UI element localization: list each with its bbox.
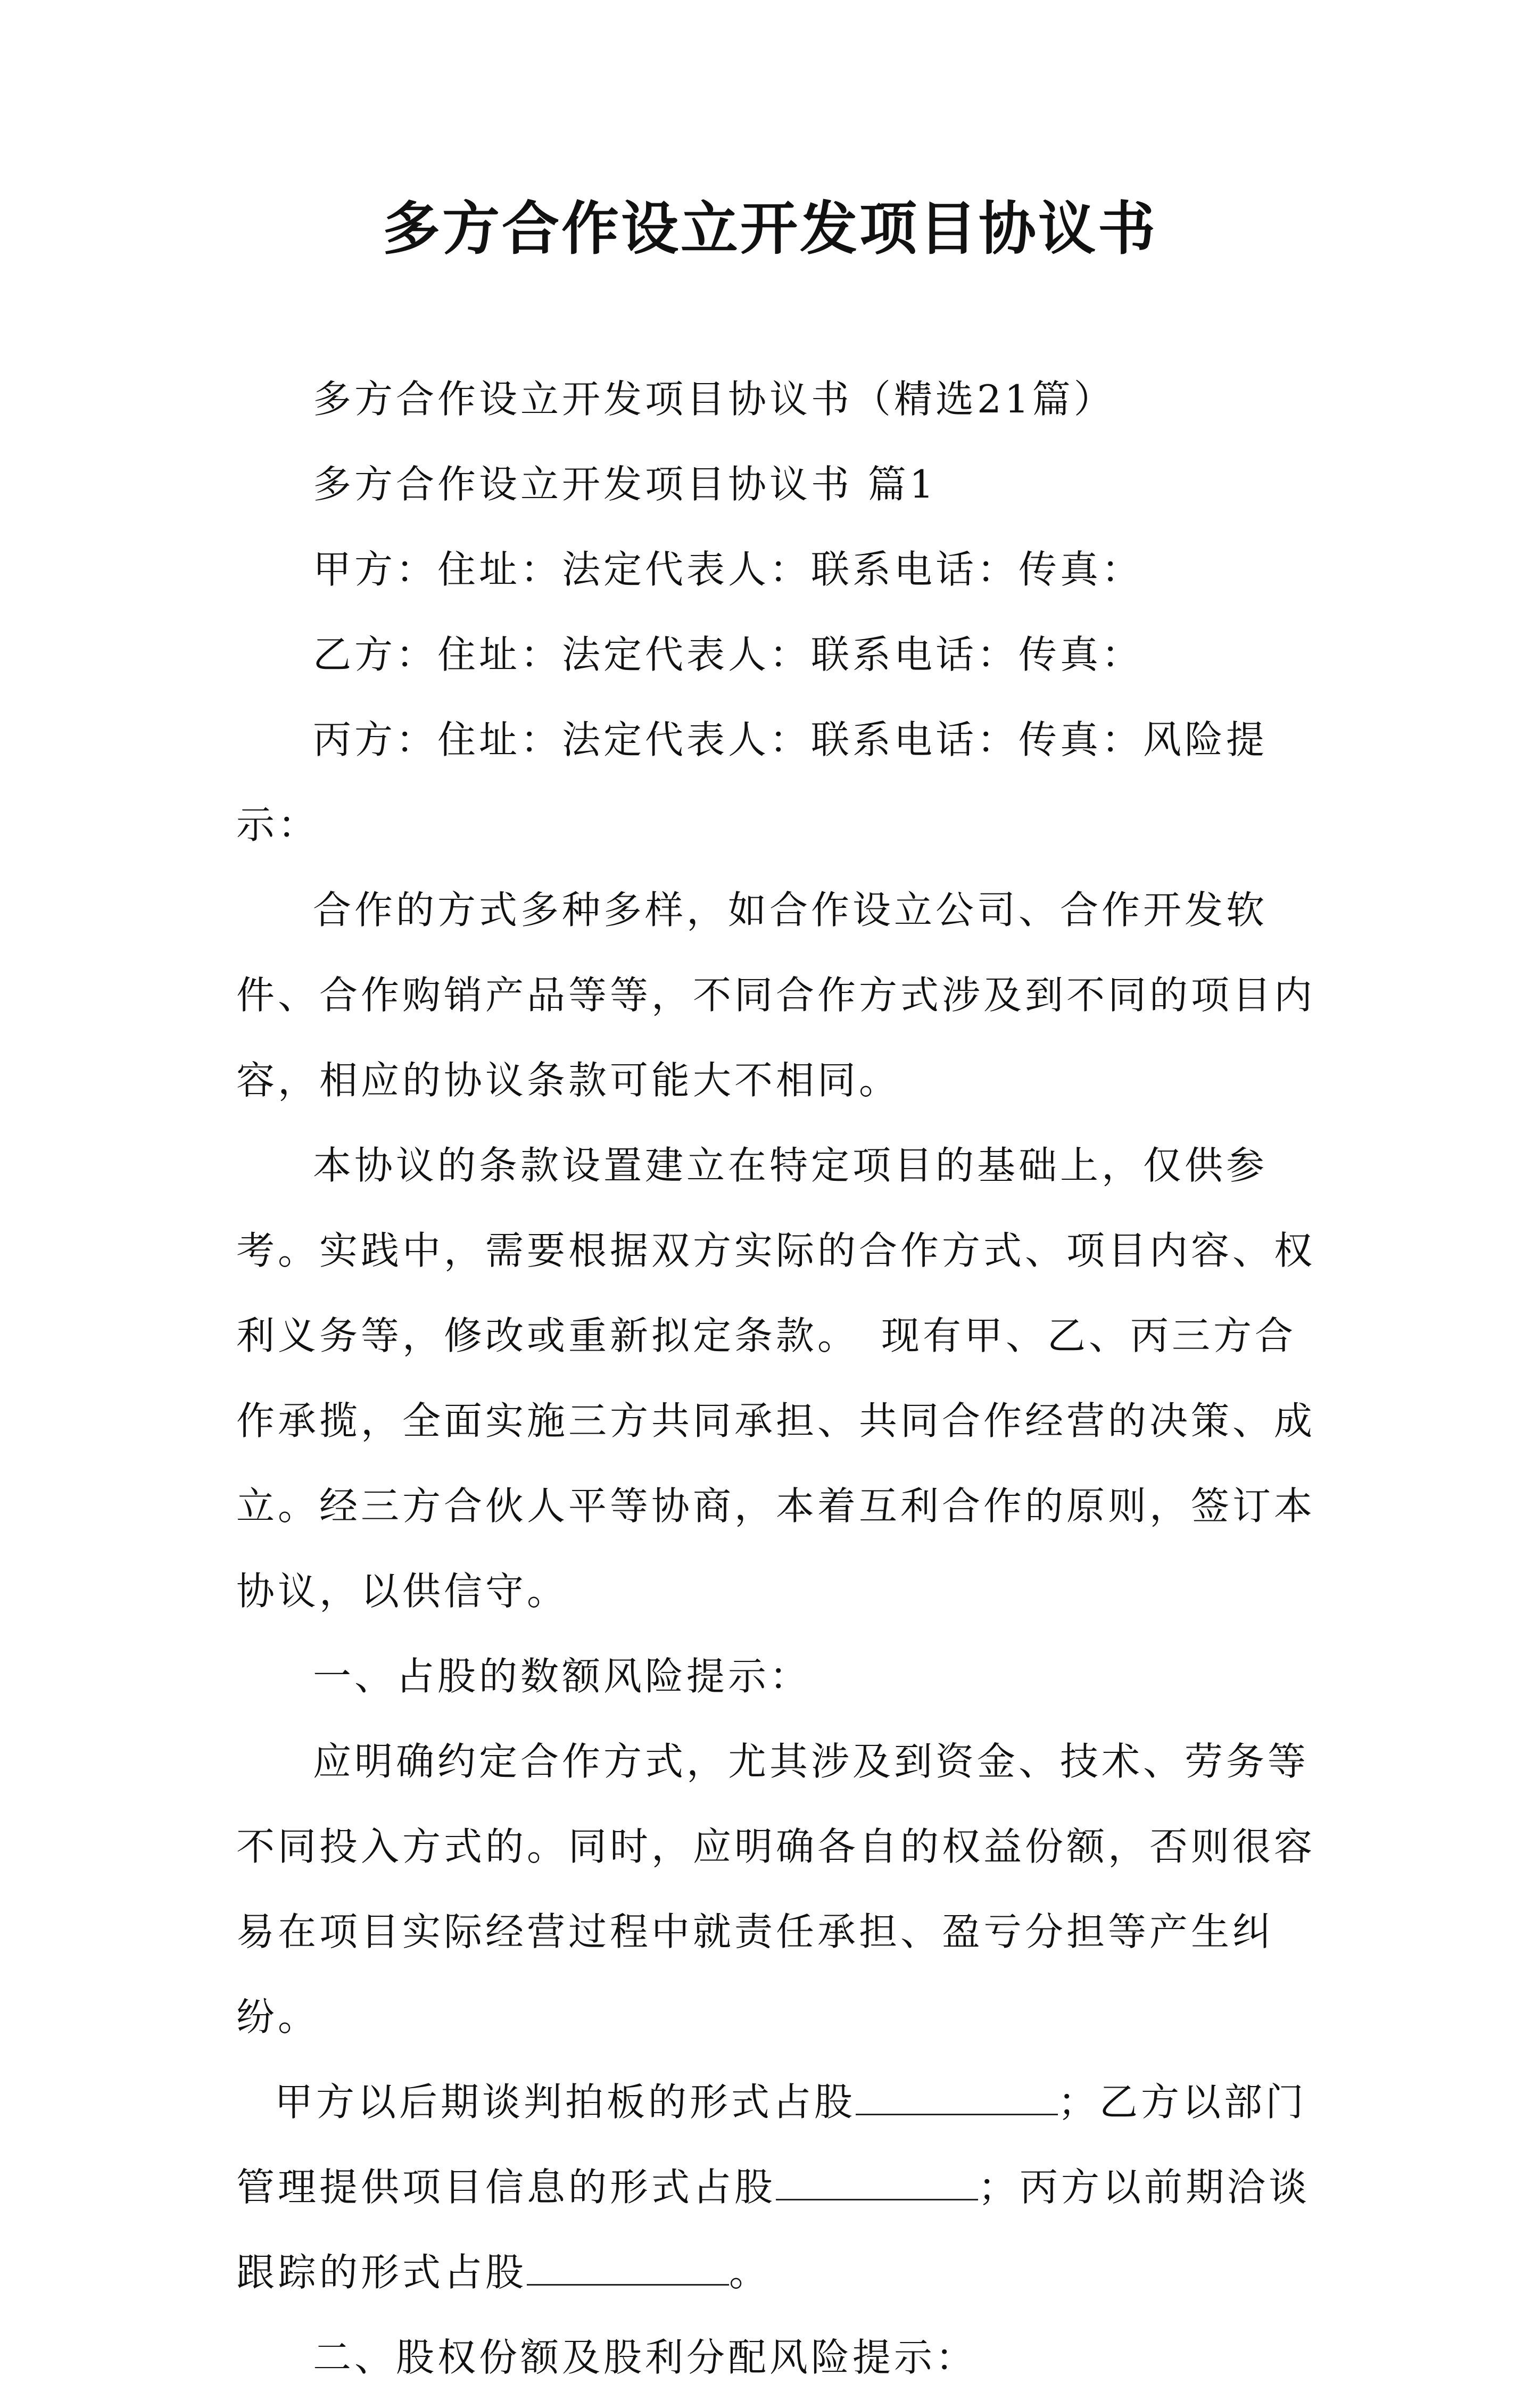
blank-line-a — [856, 2082, 1058, 2115]
paragraph-chapter: 多方合作设立开发项目协议书 篇1 — [313, 462, 937, 507]
paragraph-cooperation: 合作的方式多种多样，如合作设立公司、合作开发软件、合作购销产品等等，不同合作方式涉及到不同的项目内容，相应的协议条款可能大不相同。 — [236, 888, 1316, 1103]
blank-line-b — [776, 2167, 978, 2200]
paragraph-investment: 应明确约定合作方式，尤其涉及到资金、技术、劳务等不同投入方式的。同时，应明确各自的权益份额，否则很容易在项目实际经营过程中就责任承担、盈亏分担等产生纠纷。 — [236, 1739, 1316, 2039]
paragraph-party-b: 乙方：住址：法定代表人：联系电话：传真： — [313, 632, 1144, 677]
paragraph-party-a: 甲方：住址：法定代表人：联系电话：传真： — [313, 547, 1144, 592]
blank-line-c — [527, 2252, 729, 2286]
shares-text-b: ；乙方以部门管理提供项目信息的形式占股 — [236, 2080, 1307, 2209]
document-title: 多方合作设立开发项目协议书 — [382, 195, 1157, 262]
document-body — [236, 357, 1322, 2400]
paragraph-party-c: 丙方：住址：法定代表人：联系电话：传真：风险提示： — [236, 717, 1268, 847]
shares-text-c: ；丙方以前期洽谈跟踪的形式占股 — [236, 2165, 1311, 2295]
paragraph-heading-2: 二、股权份额及股利分配风险提示： — [313, 2335, 978, 2380]
shares-text-a: 甲方以后期谈判拍板的形式占股 — [275, 2080, 856, 2124]
paragraph-terms: 本协议的条款设置建立在特定项目的基础上，仅供参考。实践中，需要根据双方实际的合作方式、项目内容、权利义务等，修改或重新拟定条款。 现有甲、乙、丙三方合作承揽，全面实施三方共同承担、共同合作经营的决策、成立。经三方合伙人平等协商，本着互利合作的原则，签订本协议，以供信守。 — [236, 1143, 1316, 1613]
paragraph-shares — [236, 2059, 1322, 2315]
paragraph-subtitle: 多方合作设立开发项目协议书（精选21篇） — [313, 377, 1115, 421]
shares-text-d: 。 — [729, 2250, 771, 2295]
paragraph-heading-1: 一、占股的数额风险提示： — [313, 1654, 812, 1699]
